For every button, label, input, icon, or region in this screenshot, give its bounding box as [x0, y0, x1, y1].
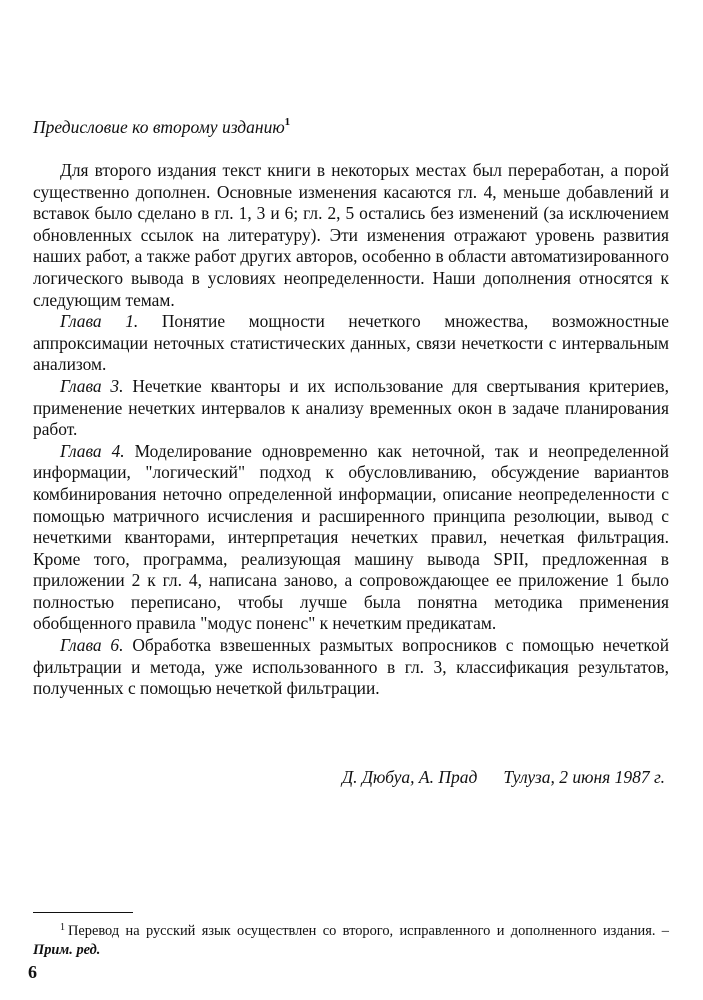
chapter-4-paragraph	[33, 441, 669, 635]
footnote-editor-note: Прим. ред.	[33, 942, 101, 958]
footnote-marker: 1	[284, 116, 291, 128]
chapter-3-paragraph	[33, 376, 669, 441]
chapter-1-text: Понятие мощности нечеткого множества, возможностные аппроксимации неточных статистических данных, связи нечеткости с интервальным анализом.	[33, 311, 670, 375]
signature-authors: Д. Дюбуа, А. Прад	[341, 767, 478, 787]
chapter-3-label: Глава 3.	[60, 375, 124, 396]
signature	[342, 767, 665, 788]
footnote	[33, 918, 669, 960]
footnote-divider	[33, 912, 133, 913]
section-heading	[33, 116, 290, 138]
chapter-6-text: Обработка взвешенных размытых вопросников с помощью нечеткой фильтрации и метода, уже использованного в гл. 3, классификация результатов, полученных с помощью нечеткой фильтрации.	[33, 635, 670, 699]
preface-body	[33, 160, 669, 700]
chapter-4-label: Глава 4.	[60, 440, 125, 461]
intro-paragraph	[33, 160, 669, 311]
chapter-4-text: Моделирование одновременно как неточной, так и неопределенной информации, "логический" подход к обусловливанию, обсуждение вариантов комбинирования неточно определенной информации, описание неопределенности с помощью матричного исчисления и расширенного принципа резолюции, вывод с нечеткими кванторами, интерпретация нечетких правил, нечеткая фильтрация. Кроме того, программа, реализующая машину вывода SPII, предложенная в приложении 2 к гл. 4, написана заново, а сопровождающее ее приложение 1 было полностью переписано, чтобы лучше была понятна методика применения обобщенного правила "модус поненс" к нечетким предикатам.	[33, 440, 669, 634]
footnote-number: 1	[60, 922, 65, 933]
chapter-1-label: Глава 1.	[60, 311, 139, 332]
signature-place-date: Тулуза, 2 июня 1987 г.	[503, 767, 665, 787]
page-number: 6	[28, 962, 37, 982]
footnote-text: Перевод на русский язык осуществлен со второго, исправленного и дополненного издания. –	[68, 923, 669, 939]
intro-paragraph-text: Для второго издания текст книги в некоторых местах был переработан, а порой существенно дополнен. Основные изменения касаются гл. 4, меньше добавлений и вставок было сделано в гл. 1, 3 и 6; гл. 2, 5 остались без изменений (за исключением обновленных ссылок на литературу). Эти изменения отражают уровень развития наших работ, а также работ других авторов, особенно в области автоматизированного логического вывода в условиях неопределенности. Наши дополнения относятся к следующим темам.	[33, 160, 669, 310]
section-heading-text: Предисловие ко второму изданию	[33, 117, 285, 137]
footnote-paragraph	[33, 918, 669, 960]
chapter-6-paragraph	[33, 635, 669, 700]
chapter-1-paragraph	[33, 311, 669, 376]
chapter-3-text: Нечеткие кванторы и их использование для свертывания критериев, применение нечетких интервалов к анализу временных окон в задаче планирования работ.	[33, 375, 669, 440]
chapter-6-label: Глава 6.	[60, 635, 124, 656]
